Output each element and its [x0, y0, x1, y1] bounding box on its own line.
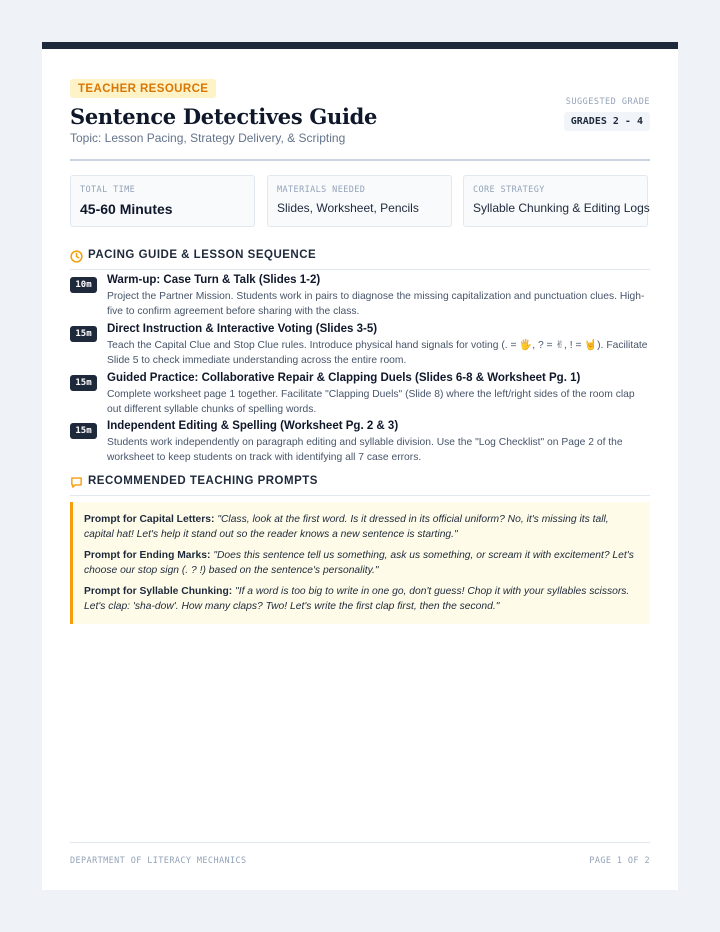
duration-badge: 10m	[70, 277, 97, 293]
step-title: Warm-up: Case Turn & Talk (Slides 1-2)	[107, 274, 321, 286]
stat-value: 45-60 Minutes	[80, 201, 173, 217]
prompt-text: "Does this sentence tell us something, ask us something, or scream it with excitement? Let's choose our stop sign (. ? !) based on the sentence's personality."	[84, 550, 634, 576]
stat-card-materials	[267, 175, 452, 227]
prompt-label: Prompt for Capital Letters:	[84, 514, 215, 525]
prompt-syllable-chunking	[84, 584, 638, 614]
prompt-label: Prompt for Syllable Chunking:	[84, 586, 233, 597]
footer-divider	[70, 842, 650, 843]
step-title: Independent Editing & Spelling (Worksheet Pg. 2 & 3)	[107, 420, 399, 432]
footer-page-number: PAGE 1 OF 2	[589, 856, 650, 866]
document-page	[42, 42, 678, 890]
duration-badge: 15m	[70, 375, 97, 391]
step-title: Guided Practice: Collaborative Repair & Clapping Duels (Slides 6-8 & Worksheet Pg. 1)	[107, 372, 581, 384]
step-description: Complete worksheet page 1 together. Facilitate "Clapping Duels" (Slide 8) where the left/right sides of the room clap out different syllable chunks of spelling words.	[107, 389, 635, 415]
grade-chip: GRADES 2 - 4	[564, 112, 650, 131]
duration-badge: 15m	[70, 326, 97, 342]
step-description: Students work independently on paragraph editing and syllable division. Use the "Log Checklist" on Page 2 of the worksheet to keep students on track with identifying all 7 case errors.	[107, 437, 623, 463]
step-description: Teach the Capital Clue and Stop Clue rules. Introduce physical hand signals for voting (. = 🖐, ? = ✌, ! = 🤘). Facilitate Slide 5 to check immediate understanding across the entire room.	[107, 340, 648, 366]
stat-label: MATERIALS NEEDED	[277, 185, 366, 195]
step-description: Project the Partner Mission. Students work in pairs to diagnose the missing capitalization and punctuation clues. High-five to confirm agreement before sharing with the class.	[107, 291, 645, 317]
section-title: RECOMMENDED TEACHING PROMPTS	[88, 475, 318, 487]
grade-caption: SUGGESTED GRADE	[565, 97, 650, 107]
footer-department: DEPARTMENT OF LITERACY MECHANICS	[70, 856, 247, 866]
step-title: Direct Instruction & Interactive Voting (Slides 3-5)	[107, 323, 378, 335]
resource-badge: TEACHER RESOURCE	[70, 79, 216, 98]
section-title: PACING GUIDE & LESSON SEQUENCE	[88, 249, 317, 261]
prompt-text: "Class, look at the first word. Is it dressed in its official uniform? No, it's missing its tall, capital hat! Let's help it stand out so the reader knows a new sentence is starting."	[84, 514, 609, 540]
prompt-label: Prompt for Ending Marks:	[84, 550, 211, 561]
stat-value: Syllable Chunking & Editing Logs	[473, 201, 650, 215]
prompts-box	[70, 502, 650, 624]
topic-line: Topic: Lesson Pacing, Strategy Delivery, & Scripting	[70, 131, 346, 145]
stat-label: CORE STRATEGY	[473, 185, 545, 195]
page-title: Sentence Detectives Guide	[70, 104, 378, 129]
prompt-capital-letters	[84, 512, 638, 542]
stat-value: Slides, Worksheet, Pencils	[277, 201, 419, 215]
speech-bubble-icon	[70, 476, 83, 489]
pacing-section-heading	[70, 249, 650, 270]
stat-card-core-strategy	[463, 175, 648, 227]
clock-icon	[70, 250, 83, 263]
stat-label: TOTAL TIME	[80, 185, 136, 195]
duration-badge: 15m	[70, 423, 97, 439]
prompts-section-heading	[70, 475, 650, 496]
header-divider	[70, 159, 650, 161]
stat-card-total-time	[70, 175, 255, 227]
prompt-text: "If a word is too big to write in one go, don't guess! Chop it with your syllables scissors. Let's clap: 'sha-dow'. How many claps? Two! Let's write the first clap first, then the second."	[84, 586, 630, 612]
prompt-ending-marks	[84, 548, 638, 578]
stats-row	[70, 175, 650, 229]
